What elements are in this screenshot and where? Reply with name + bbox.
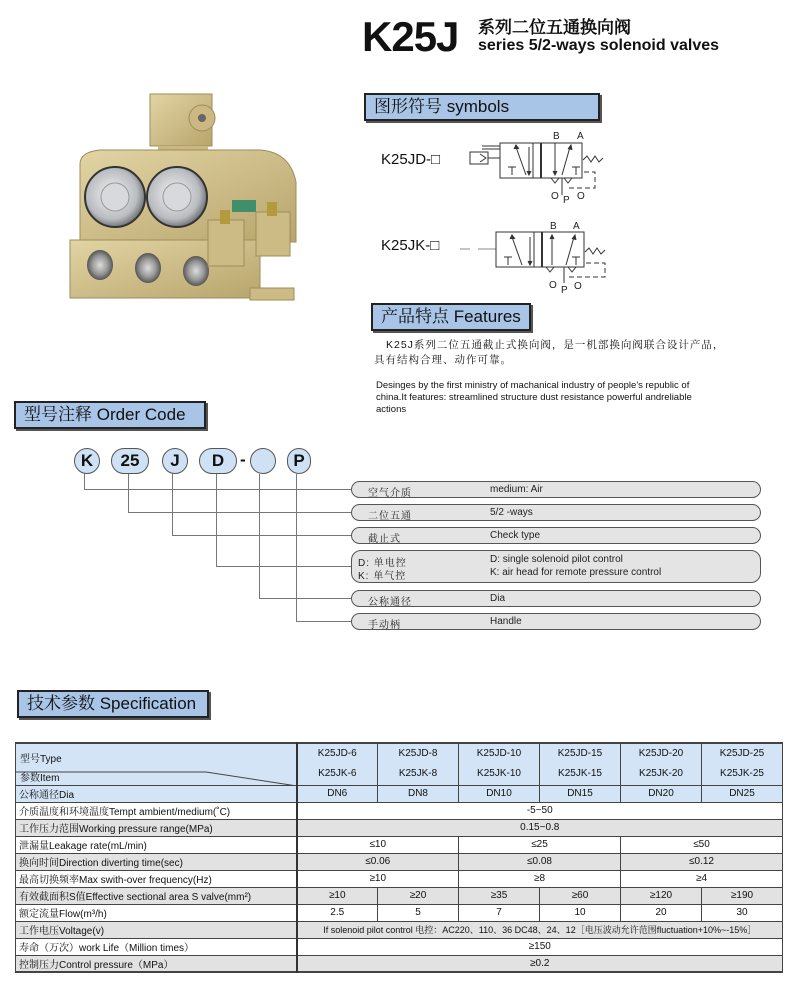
code-25: 25 [111, 448, 149, 474]
svg-text:O: O [574, 281, 582, 292]
type-label: 型号Type [20, 754, 62, 765]
connector [296, 474, 297, 622]
connector [216, 474, 217, 567]
code-d: D [199, 448, 237, 474]
connector [172, 535, 354, 536]
connector [259, 598, 354, 599]
code-k: K [74, 448, 100, 474]
table-row-time: 换向时间Direction diverting time(sec) ≤0.06 ≤0.08 ≤0.12 [16, 853, 783, 870]
table-row-flow: 额定流量Flow(m³/h) 2.5 5 7 10 20 30 [16, 904, 783, 921]
svg-text:O: O [549, 280, 557, 291]
table-row-voltage: 工作电压Voltage(v) If solenoid pilot control 电控：AC220、110、36 DC48、24、12［电压波动允许范围fluctuation+10%~-15%］ [16, 921, 783, 938]
svg-text:O: O [577, 191, 585, 202]
table-header-row [16, 743, 783, 785]
table-row-frequency: 最高切换频率Max swith-over frequency(Hz) ≥10 ≥8 ≥4 [16, 870, 783, 887]
svg-text:O: O [551, 191, 559, 202]
option-check-type: 截止式 Check type [351, 527, 761, 544]
table-row-leakage: 泄漏量Leakage rate(mL/min) ≤10 ≤25 ≤50 [16, 836, 783, 853]
model-cell: K25JD-20 K25JK-20 [621, 743, 702, 785]
table-row-life: 寿命（万次）work Life（Million times） ≥150 [16, 938, 783, 955]
svg-text:P: P [563, 195, 570, 206]
symbols-heading: 图形符号 symbols [364, 93, 600, 121]
model-cell: K25JD-8 K25JK-8 [378, 743, 459, 785]
model-title: K25J [362, 13, 459, 60]
connector [172, 474, 173, 536]
option-handle: 手动柄 Handle [351, 613, 761, 630]
code-j: J [162, 448, 188, 474]
table-row-temp: 介质温度和环境温度Tempt ambient/medium(˚C) -5~50 [16, 802, 783, 819]
table-row-control-pressure: 控制压力Control pressure（MPa） ≥0.2 [16, 955, 783, 972]
title-chinese: 系列二位五通换向阀 [478, 18, 631, 37]
option-control-type: D: 单电控 K: 单气控 D: single solenoid pilot control K: air head for remote pressure control [351, 550, 761, 583]
symbol-label-jk: K25JK-□ [381, 237, 440, 254]
svg-text:B: B [550, 221, 557, 232]
code-dia-blank [250, 448, 276, 474]
code-p: P [287, 448, 311, 474]
connector [128, 474, 129, 513]
features-text-en: Desinges by the first ministry of machanical industry of people's republic of china.It features: streamlined structure dust resistance powerful andreliable actions [376, 380, 692, 415]
svg-text:A: A [577, 131, 584, 142]
features-text-cn: K25J系列二位五通截止式换向阀，是一机部换向阀联合设计产品，具有结构合理、动作可靠。 [374, 339, 725, 366]
connector [128, 512, 354, 513]
connector [84, 474, 85, 490]
connector [259, 474, 260, 599]
model-cell: K25JD-10 K25JK-10 [459, 743, 540, 785]
table-row-area: 有效截面积S值Effective sectional area S valve(mm²) ≥10 ≥20 ≥35 ≥60 ≥120 ≥190 [16, 887, 783, 904]
features-heading: 产品特点 Features [371, 303, 531, 331]
symbol-label-jd: K25JD-□ [381, 151, 441, 168]
model-cell: K25JD-6 K25JK-6 [297, 743, 378, 785]
order-code-heading: 型号注释 Order Code [14, 401, 206, 429]
specification-table [15, 742, 783, 973]
pneumatic-symbol-diagram [460, 125, 640, 300]
connector [216, 566, 354, 567]
title-english: series 5/2-ways solenoid valves [478, 37, 720, 54]
svg-text:A: A [573, 221, 580, 232]
table-row-dia: 公称通径Dia DN6 DN8 DN10 DN15 DN20 DN25 [16, 785, 783, 802]
connector [296, 621, 354, 622]
code-dash: - [240, 450, 246, 469]
specification-heading: 技术参数 Specification [17, 690, 209, 718]
table-row-pressure: 工作压力范围Working pressure range(MPa) 0.15~0.8 [16, 819, 783, 836]
type-item-cell [16, 743, 297, 785]
svg-text:P: P [561, 285, 568, 296]
svg-text:B: B [553, 131, 560, 142]
model-cell: K25JD-15 K25JK-15 [540, 743, 621, 785]
model-cell: K25JD-25 K25JK-25 [702, 743, 783, 785]
valve-product-photo [60, 92, 310, 302]
item-label: 参数Item [20, 773, 60, 784]
connector [84, 489, 354, 490]
option-dia: 公称通径 Dia [351, 590, 761, 607]
option-ways: 二位五通 5/2 -ways [351, 504, 761, 521]
option-medium: 空气介质 medium: Air [351, 481, 761, 498]
